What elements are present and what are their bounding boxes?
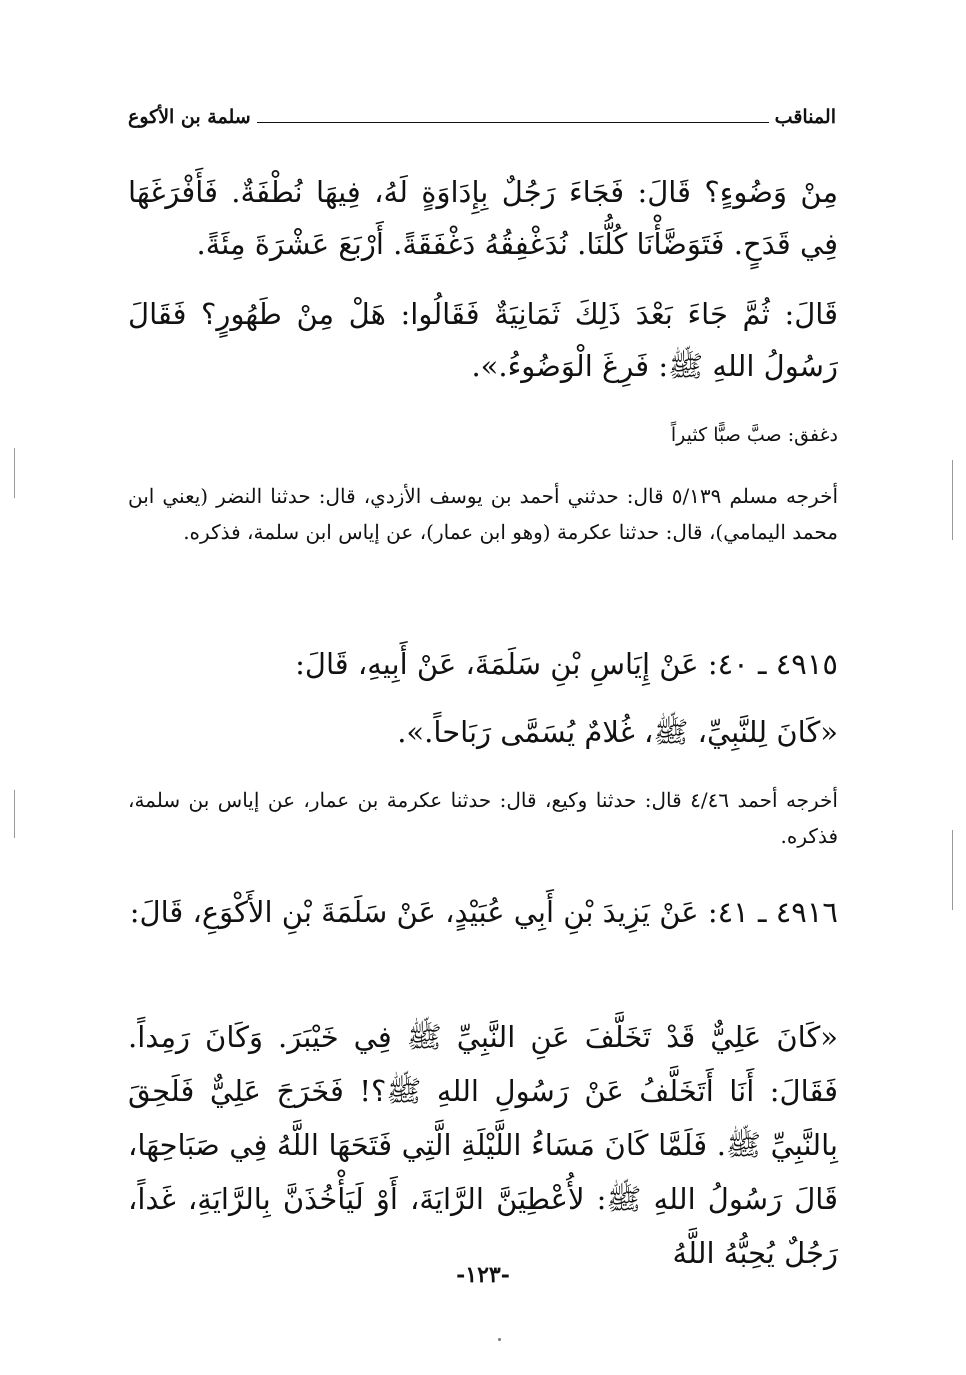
scan-margin-mark bbox=[952, 830, 953, 910]
running-header bbox=[128, 100, 836, 134]
takhrij-note-1: أخرجه مسلم ٥/١٣٩ قال: حدثني أحمد بن يوسف الأزدي، قال: حدثنا النضر (يعني ابن محمد اليمامي)، قال: حدثنا عكرمة (وهو ابن عمار)، عن إياس ابن سلمة، فذكره. bbox=[128, 484, 838, 544]
header-rule bbox=[257, 122, 769, 123]
header-section: سلمة بن الأكوع bbox=[128, 106, 251, 128]
gloss-note: دغفق: صبَّ صبًّا كثيراً bbox=[670, 424, 838, 446]
scan-margin-mark bbox=[14, 448, 15, 498]
hadith-4916-matn: «كَانَ عَلِيٌّ قَدْ تَخَلَّفَ عَنِ النَّبِيِّ ﷺ فِي خَيْبَرَ. وَكَانَ رَمِداً. فَقَالَ: أَنَا أَتَخَلَّفُ عَنْ رَسُولِ اللهِ ﷺ؟! فَخَرَجَ عَلِيٌّ فَلَحِقَ بِالنَّبِيِّ ﷺ. فَلَمَّا كَانَ مَسَاءُ اللَّيْلَةِ الَّتِي فَتَحَهَا اللَّهُ فِي صَبَاحِهَا، قَالَ رَسُولُ اللهِ ﷺ: لأُعْطِيَنَّ الرَّايَةَ، أَوْ لَيَأْخُذَنَّ بِالرَّايَةِ، غَداً، رَجُلٌ يُحِبُّهُ اللَّهُ bbox=[128, 1020, 838, 1270]
hadith-4916-isnad: ٤٩١٦ ـ ٤١: عَنْ يَزِيدَ بْنِ أَبِي عُبَيْدٍ، عَنْ سَلَمَةَ بْنِ الأَكْوَعِ، قَالَ: bbox=[129, 895, 838, 929]
scan-margin-mark bbox=[14, 790, 15, 838]
header-chapter: المناقب bbox=[774, 106, 836, 128]
matn-paragraph-2: قَالَ: ثُمَّ جَاءَ بَعْدَ ذَلِكَ ثَمَانِيَةٌ فَقَالُوا: هَلْ مِنْ طَهُورٍ؟ فَقَالَ رَسُولُ اللهِ ﷺ: فَرِغَ الْوَضُوءُ.». bbox=[128, 297, 838, 383]
scan-margin-mark bbox=[952, 460, 953, 540]
scan-speck bbox=[498, 1338, 501, 1341]
page-number: -١٢٣- bbox=[456, 1262, 510, 1288]
takhrij-note-2: أخرجه أحمد ٤/٤٦ قال: حدثنا وكيع، قال: حدثنا عكرمة بن عمار، عن إياس بن سلمة، فذكره. bbox=[128, 788, 838, 848]
hadith-4915-matn: «كَانَ لِلنَّبِيِّ، ﷺ، غُلامٌ يُسَمَّى رَبَاحاً.». bbox=[397, 715, 838, 749]
hadith-4915-isnad: ٤٩١٥ ـ ٤٠: عَنْ إِيَاسِ بْنِ سَلَمَةَ، عَنْ أَبِيهِ، قَالَ: bbox=[295, 647, 838, 681]
matn-paragraph-1: مِنْ وَضُوءٍ؟ قَالَ: فَجَاءَ رَجُلٌ بِإِدَاوَةٍ لَهُ، فِيهَا نُطْفَةٌ. فَأَفْرَغَهَا فِي قَدَحٍ. فَتَوَضَّأْنَا كُلُّنَا. نُدَغْفِقُهُ دَغْفَقَةً. أَرْبَعَ عَشْرَةَ مِئَةً. bbox=[128, 175, 838, 261]
